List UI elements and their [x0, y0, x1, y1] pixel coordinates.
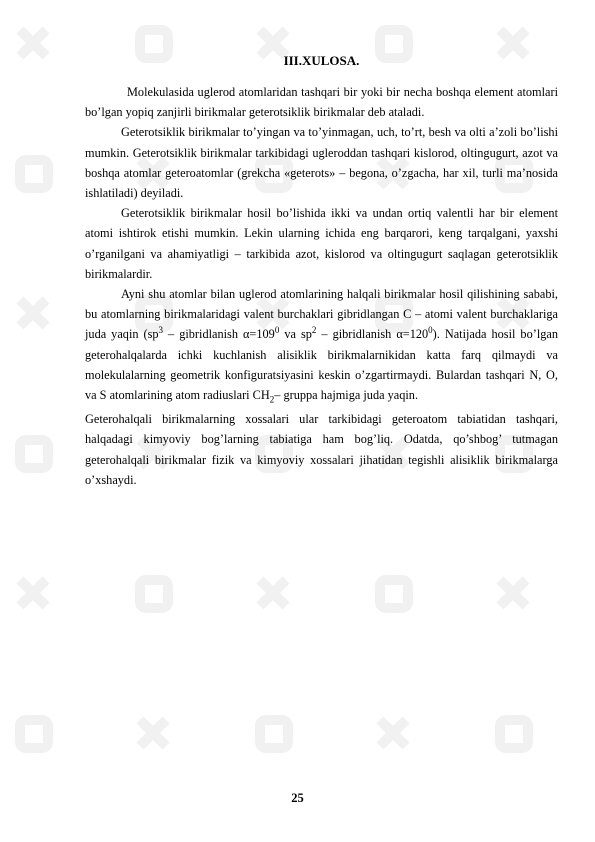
section-title: III.XULOSA.: [283, 53, 360, 68]
reason-text-e: ). Natijada hosil bo’lgan geterohalqalarda ichki kuchlanish alisiklik birikmalarnikidan katta farq qilmaydi va molekulalarning geometrik konfiguratsiyasini keskin o’zgartirmaydi. Bulardan tashqari N, O, va S atomlarining atom radiuslari CH: [85, 327, 558, 403]
paragraph-types: Geterotsiklik birikmalar to’yingan va to’yinmagan, uch, to’rt, besh va olti a’zoli bo’lishi mumkin. Geterotsiklik birikmalar tarkibidagi ugleroddan tashqari kislorod, oltingugurt, azot va boshqa atomlar geteroatomlar (grekcha «geterots» – begona, o’zgacha, har xil, turli ma’nosida ishlatiladi) deyiladi.: [85, 125, 558, 201]
reason-text-c: va sp: [279, 327, 312, 342]
paragraph-properties: Geterohalqali birikmalarning xossalari ular tarkibidagi geteroatom tabiatidan tashqari, halqadagi kimyoviy bog’larning tabiatiga ham bog’liq. Odatda, qo’shbog’ tutmagan geterohalqali birikmalar fizik va kimyoviy xossalari jihatidan tegishli alisiklik birikmalarga o’xshaydi.: [85, 412, 558, 487]
paragraph-formation: Geterotsiklik birikmalar hosil bo’lishida ikki va undan ortiq valentli har bir element atomi ishtirok etishi mumkin. Lekin ularning ichida eng barqarori, keng tarqalgani, yaxshi o’rganilgani va ahamiyatligi – tarkibida azot, kislorod va oltingugurt saqlagan geterotsiklik birikmalardir.: [85, 206, 558, 281]
sp3-superscript: 3: [158, 325, 164, 336]
degree-superscript-1: 0: [274, 325, 280, 336]
degree-superscript-2: 0: [428, 325, 433, 336]
reason-text-b: – gibridlanish α=109: [163, 327, 275, 342]
ch2-subscript: 2: [269, 394, 275, 405]
reason-text-f: – gruppa hajmiga juda yaqin.: [274, 388, 419, 403]
document-page: [85, 52, 558, 490]
page-number: 25: [291, 791, 304, 805]
reason-text-d: – gibridlanish α=120: [316, 327, 429, 342]
paragraph-reason: [85, 284, 558, 405]
sp2-superscript: 2: [311, 325, 317, 336]
paragraph-definition: Molekulasida uglerod atomlaridan tashqari bir yoki bir necha boshqa element atomlari bo’lgan yopiq zanjirli birikmalar geterotsiklik birikmalar deb ataladi.: [85, 85, 558, 120]
reason-text-a: Ayni shu atomlar bilan uglerod atomlarining halqali birikmalar hosil qilishining sababi, bu atomlarning birikmalaridagi valent burchaklari gibridlangan C – atomi valent burchaklariga juda yaqin (sp: [85, 287, 558, 342]
